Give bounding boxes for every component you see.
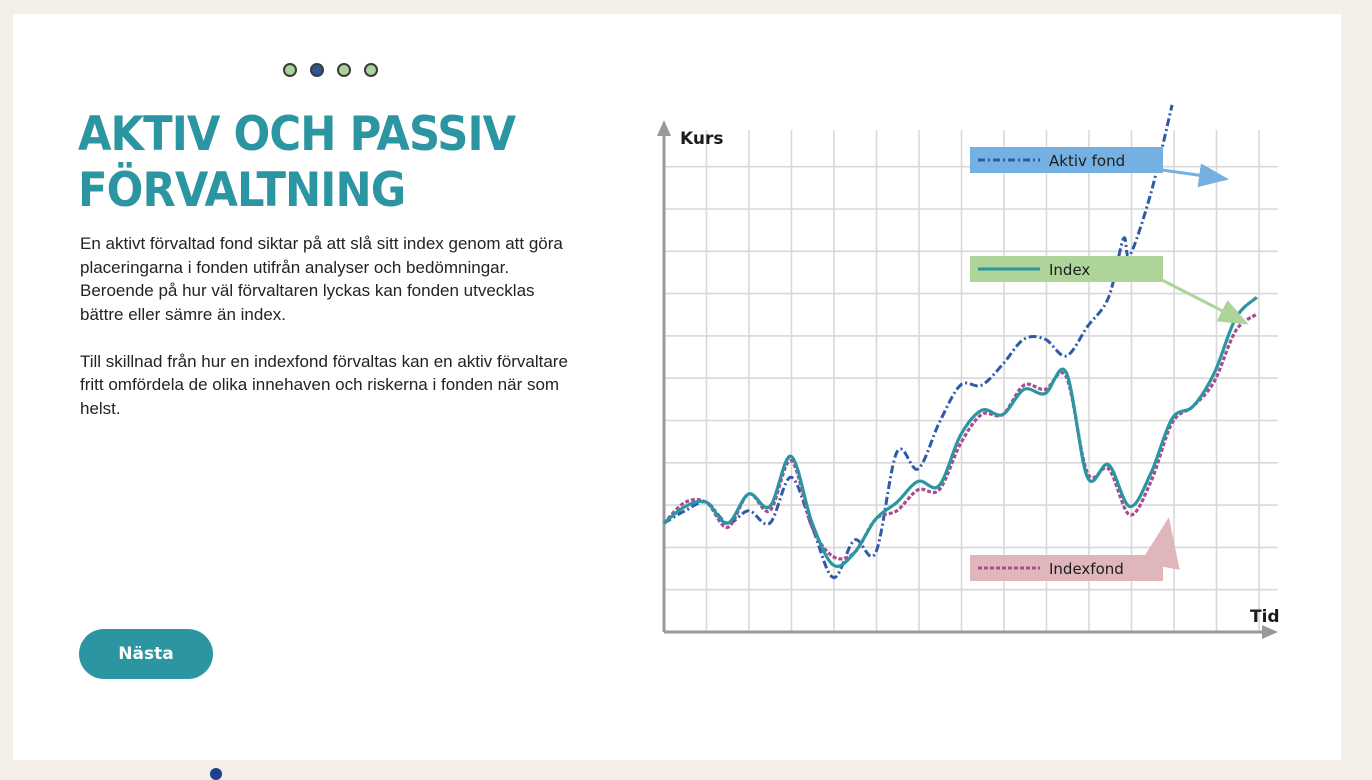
- legend-label-aktiv-fond: Aktiv fond: [1049, 152, 1126, 170]
- pager-dot-1[interactable]: [283, 63, 297, 77]
- page-title: [78, 107, 556, 219]
- pager-dot-3[interactable]: [337, 63, 351, 77]
- legend-indexfond: [970, 555, 1163, 581]
- y-axis-arrow-icon: [657, 120, 671, 136]
- legend-label-indexfond: Indexfond: [1049, 560, 1124, 578]
- pager-dot-4[interactable]: [364, 63, 378, 77]
- bottom-dot-icon: [210, 768, 222, 780]
- legend-aktiv-fond: [970, 147, 1163, 173]
- line-chart: [650, 90, 1290, 650]
- page-title-line-2: FÖRVALTNING: [78, 163, 406, 218]
- page-title-line-1: AKTIV OCH PASSIV: [78, 107, 516, 162]
- x-axis-arrow-icon: [1262, 625, 1278, 639]
- legend-index: [970, 256, 1163, 282]
- next-button[interactable]: Nästa: [79, 629, 213, 679]
- slide-pager: [283, 63, 378, 77]
- y-axis-label: Kurs: [680, 129, 724, 149]
- x-axis-label: Tid: [1250, 607, 1280, 627]
- pager-dot-2[interactable]: [310, 63, 324, 77]
- body-text: [80, 232, 580, 444]
- legend-label-index: Index: [1049, 261, 1091, 279]
- paragraph-1: En aktivt förvaltad fond siktar på att slå sitt index genom att göra placeringarna i fonden utifrån analyser och bedömningar. Beroende på hur väl förvaltaren lyckas kan fonden utvecklas bättre eller sämre än index.: [80, 234, 563, 324]
- paragraph-2: Till skillnad från hur en indexfond förvaltas kan en aktiv förvaltare fritt omfördela de olika innehaven och riskerna i fonden när som helst.: [80, 351, 568, 418]
- series-layer: [664, 105, 1257, 578]
- legend-arrow-indexfond: [1162, 522, 1168, 555]
